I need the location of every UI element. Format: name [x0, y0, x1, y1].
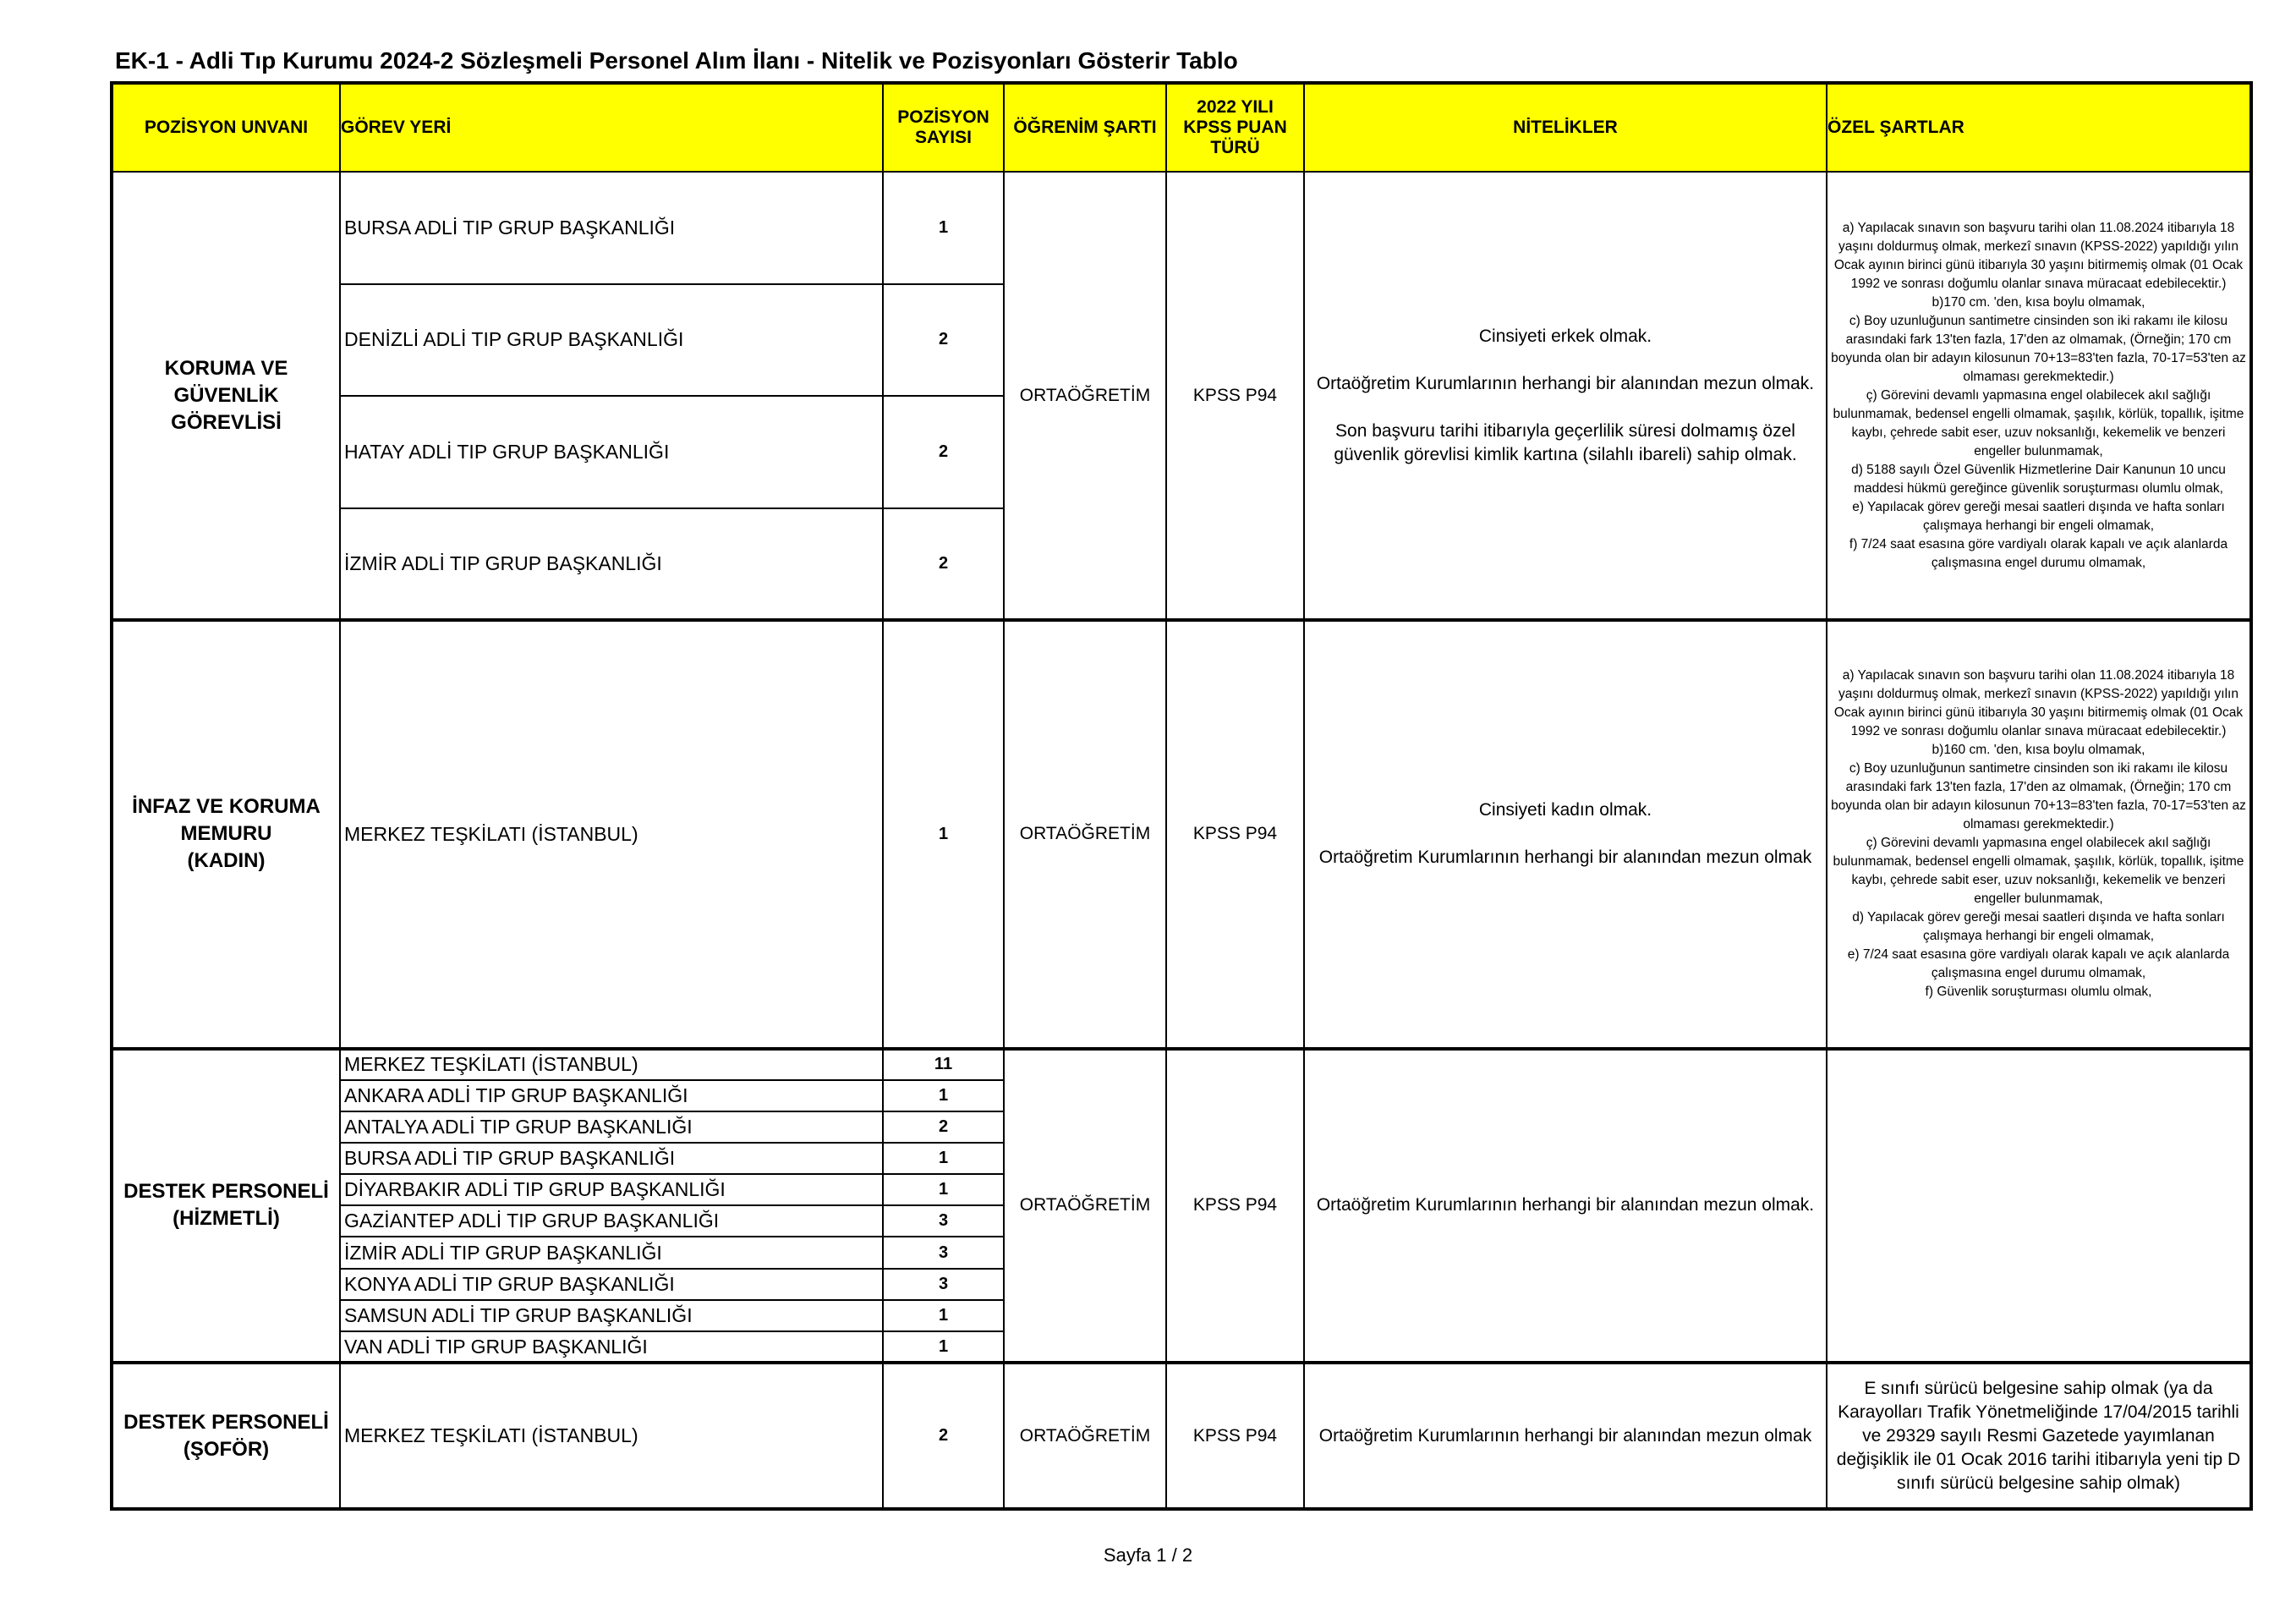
location-cell: BURSA ADLİ TIP GRUP BAŞKANLIĞI: [340, 172, 883, 284]
position-line: GÖREVLİSİ: [171, 410, 282, 434]
special-line: d) 5188 sayılı Özel Güvenlik Hizmetlerine Dair Kanunun 10 uncu maddesi hükmü gereğince güvenlik soruşturması olumlu olmak,: [1851, 462, 2226, 496]
count-cell: 1: [883, 1143, 1004, 1174]
location-cell: MERKEZ TEŞKİLATI (İSTANBUL): [340, 1049, 883, 1080]
position-title: [112, 1049, 340, 1363]
special-line: c) Boy uzunluğunun santimetre cinsinden son iki rakamı ile kilosu arasındaki fark 13'ten fazla, 17'den az olmamak, (Örneğin; 170 cm boyunda olan bir adayın kilosunun 70+13=83'ten fazla, 70-17=53'ten az olmaması gerekmektedir.): [1831, 761, 2246, 832]
location-cell: VAN ADLİ TIP GRUP BAŞKANLIĞI: [340, 1331, 883, 1363]
count-cell: 3: [883, 1205, 1004, 1237]
positions-table: [110, 81, 2253, 1511]
qualification-line: Ortaöğretim Kurumlarının herhangi bir alanından mezun olmak.: [1316, 373, 1815, 393]
header-position: POZİSYON UNVANI: [112, 83, 340, 172]
count-cell: 1: [883, 1300, 1004, 1331]
location-cell: SAMSUN ADLİ TIP GRUP BAŞKANLIĞI: [340, 1300, 883, 1331]
special-line: e) 7/24 saat esasına göre vardiyalı olarak kapalı ve açık alanlarda çalışmasına engel durumu olmamak,: [1847, 947, 2230, 981]
document-title: EK-1 - Adli Tıp Kurumu 2024-2 Sözleşmeli Personel Alım İlanı - Nitelik ve Pozisyonları Gösterir Tablo: [115, 47, 1238, 74]
count-cell: 3: [883, 1269, 1004, 1300]
location-cell: MERKEZ TEŞKİLATI (İSTANBUL): [340, 1363, 883, 1509]
qualifications-cell: [1304, 172, 1827, 620]
qualification-line: Cinsiyeti erkek olmak.: [1478, 326, 1652, 346]
count-cell: 11: [883, 1049, 1004, 1080]
special-line: b)160 cm. 'den, kısa boylu olmamak,: [1932, 743, 2145, 758]
position-line: DESTEK PERSONELİ: [123, 1180, 329, 1204]
position-line: İNFAZ VE KORUMA: [132, 795, 321, 819]
qualifications-cell: [1304, 1049, 1827, 1363]
count-cell: 2: [883, 396, 1004, 508]
special-conditions-cell: E sınıfı sürücü belgesine sahip olmak (ya da Karayolları Trafik Yönetmeliğinde 17/04/2015 tarihli ve 29329 sayılı Resmi Gazetede yayımlanan değişiklik ile 01 Ocak 2016 tarihi itibarıyla yeni tip D sınıfı sürücü belgesine sahip olmak): [1827, 1363, 2251, 1509]
header-count-line1: POZİSYON: [897, 107, 989, 127]
table-row: [112, 620, 2251, 1048]
position-line: (HİZMETLİ): [173, 1207, 280, 1231]
location-cell: MERKEZ TEŞKİLATI (İSTANBUL): [340, 620, 883, 1048]
qualification-line: Ortaöğretim Kurumlarının herhangi bir alanından mezun olmak: [1318, 848, 1812, 868]
header-kpss-line2: KPSS PUAN: [1183, 118, 1287, 137]
location-cell: ANTALYA ADLİ TIP GRUP BAŞKANLIĞI: [340, 1111, 883, 1143]
location-cell: DENİZLİ ADLİ TIP GRUP BAŞKANLIĞI: [340, 284, 883, 397]
location-cell: BURSA ADLİ TIP GRUP BAŞKANLIĞI: [340, 1143, 883, 1174]
position-title: [112, 172, 340, 620]
location-cell: KONYA ADLİ TIP GRUP BAŞKANLIĞI: [340, 1269, 883, 1300]
position-line: MEMURU: [180, 822, 272, 846]
header-special: ÖZEL ŞARTLAR: [1827, 83, 2251, 172]
header-education: ÖĞRENİM ŞARTI: [1004, 83, 1166, 172]
count-cell: 2: [883, 508, 1004, 621]
count-cell: 2: [883, 1111, 1004, 1143]
qualification-line: Cinsiyeti kadın olmak.: [1478, 800, 1652, 820]
special-conditions-cell: [1827, 620, 2251, 1048]
header-count: [883, 83, 1004, 172]
location-cell: İZMİR ADLİ TIP GRUP BAŞKANLIĞI: [340, 508, 883, 621]
kpss-cell: KPSS P94: [1166, 172, 1304, 620]
kpss-cell: KPSS P94: [1166, 620, 1304, 1048]
count-cell: 1: [883, 1331, 1004, 1363]
header-qualifications: NİTELİKLER: [1304, 83, 1827, 172]
education-cell: ORTAÖĞRETİM: [1004, 172, 1166, 620]
location-cell: İZMİR ADLİ TIP GRUP BAŞKANLIĞI: [340, 1237, 883, 1268]
page-number: Sayfa 1 / 2: [1103, 1544, 1193, 1566]
location-cell: ANKARA ADLİ TIP GRUP BAŞKANLIĞI: [340, 1080, 883, 1111]
header-kpss-line1: 2022 YILI: [1197, 97, 1274, 117]
count-cell: 1: [883, 1174, 1004, 1205]
position-line: KORUMA VE: [164, 356, 288, 380]
count-cell: 1: [883, 172, 1004, 284]
header-count-line2: SAYISI: [915, 128, 972, 147]
education-cell: ORTAÖĞRETİM: [1004, 620, 1166, 1048]
special-line: f) Güvenlik soruşturması olumlu olmak,: [1925, 985, 2152, 1000]
position-line: (ŞOFÖR): [183, 1437, 270, 1461]
special-line: c) Boy uzunluğunun santimetre cinsinden son iki rakamı ile kilosu arasındaki fark 13'ten fazla, 17'den az olmamak, (Örneğin; 170 cm boyunda olan bir adayın kilosunun 70+13=83'ten fazla, 70-17=53'ten az olmaması gerekmektedir.): [1831, 313, 2246, 384]
qualification-line: Ortaöğretim Kurumlarının herhangi bir alanından mezun olmak: [1318, 1425, 1812, 1446]
education-cell: ORTAÖĞRETİM: [1004, 1363, 1166, 1509]
qualification-line: Ortaöğretim Kurumlarının herhangi bir alanından mezun olmak.: [1316, 1195, 1815, 1215]
position-title: [112, 620, 340, 1048]
special-conditions-cell: [1827, 1049, 2251, 1363]
count-cell: 1: [883, 1080, 1004, 1111]
table-row: [112, 1363, 2251, 1509]
special-line: e) Yapılacak görev gereği mesai saatleri dışında ve hafta sonları çalışmaya herhangi bir engeli olmamak,: [1852, 499, 2225, 533]
kpss-cell: KPSS P94: [1166, 1363, 1304, 1509]
position-line: DESTEK PERSONELİ: [123, 1410, 329, 1434]
header-kpss-line3: TÜRÜ: [1210, 138, 1260, 157]
table-row: [112, 1049, 2251, 1080]
special-conditions-cell: [1827, 172, 2251, 620]
special-line: a) Yapılacak sınavın son başvuru tarihi olan 11.08.2024 itibarıyla 18 yaşını doldurmuş olmak, merkezî sınavın (KPSS-2022) yapıldığı yılın Ocak ayının birinci günü itibarıyla 30 yaşını bitirmemiş olmak (01 Ocak 1992 ve sonrası doğumlu olanlar sınava müracaat edebilecektir.): [1833, 220, 2244, 291]
table-row: [112, 172, 2251, 284]
position-line: GÜVENLİK: [173, 383, 279, 407]
location-cell: GAZİANTEP ADLİ TIP GRUP BAŞKANLIĞI: [340, 1205, 883, 1237]
header-location: GÖREV YERİ: [340, 83, 883, 172]
position-line: (KADIN): [187, 849, 266, 873]
special-line: ç) Görevini devamlı yapmasına engel olabilecek akıl sağlığı bulunmamak, bedensel engelli olmamak, şaşılık, körlük, topallık, işitme kaybı, çehrede sabit eser, uzuv noksanlığı, kekemelik ve benzeri engeller bulunmamak,: [1833, 836, 2244, 907]
count-cell: 1: [883, 620, 1004, 1048]
qualifications-cell: [1304, 1363, 1827, 1509]
kpss-cell: KPSS P94: [1166, 1049, 1304, 1363]
count-cell: 2: [883, 1363, 1004, 1509]
qualifications-cell: [1304, 620, 1827, 1048]
special-line: d) Yapılacak görev gereği mesai saatleri dışında ve hafta sonları çalışmaya herhangi bir engeli olmamak,: [1852, 910, 2225, 944]
location-cell: HATAY ADLİ TIP GRUP BAŞKANLIĞI: [340, 396, 883, 508]
special-line: f) 7/24 saat esasına göre vardiyalı olarak kapalı ve açık alanlarda çalışmasına engel durumu olmamak,: [1849, 536, 2228, 570]
special-line: b)170 cm. 'den, kısa boylu olmamak,: [1932, 294, 2145, 310]
location-cell: DİYARBAKIR ADLİ TIP GRUP BAŞKANLIĞI: [340, 1174, 883, 1205]
special-line: a) Yapılacak sınavın son başvuru tarihi olan 11.08.2024 itibarıyla 18 yaşını doldurmuş olmak, merkezî sınavın (KPSS-2022) yapıldığı yılın Ocak ayının birinci günü itibarıyla 30 yaşını bitirmemiş olmak (01 Ocak 1992 ve sonrası doğumlu olanlar sınava müracaat edebilecektir.): [1833, 668, 2244, 739]
header-kpss: [1166, 83, 1304, 172]
position-title: [112, 1363, 340, 1509]
education-cell: ORTAÖĞRETİM: [1004, 1049, 1166, 1363]
qualification-line: Son başvuru tarihi itibarıyla geçerlilik süresi dolmamış özel güvenlik görevlisi kimlik kartına (silahlı ibareli) sahip olmak.: [1334, 420, 1797, 464]
count-cell: 3: [883, 1237, 1004, 1268]
count-cell: 2: [883, 284, 1004, 397]
special-line: ç) Görevini devamlı yapmasına engel olabilecek akıl sağlığı bulunmamak, bedensel engelli olmamak, şaşılık, körlük, topallık, işitme kaybı, çehrede sabit eser, uzuv noksanlığı, kekemelik ve benzeri engeller bulunmamak,: [1833, 387, 2244, 458]
header-row: [112, 83, 2251, 172]
